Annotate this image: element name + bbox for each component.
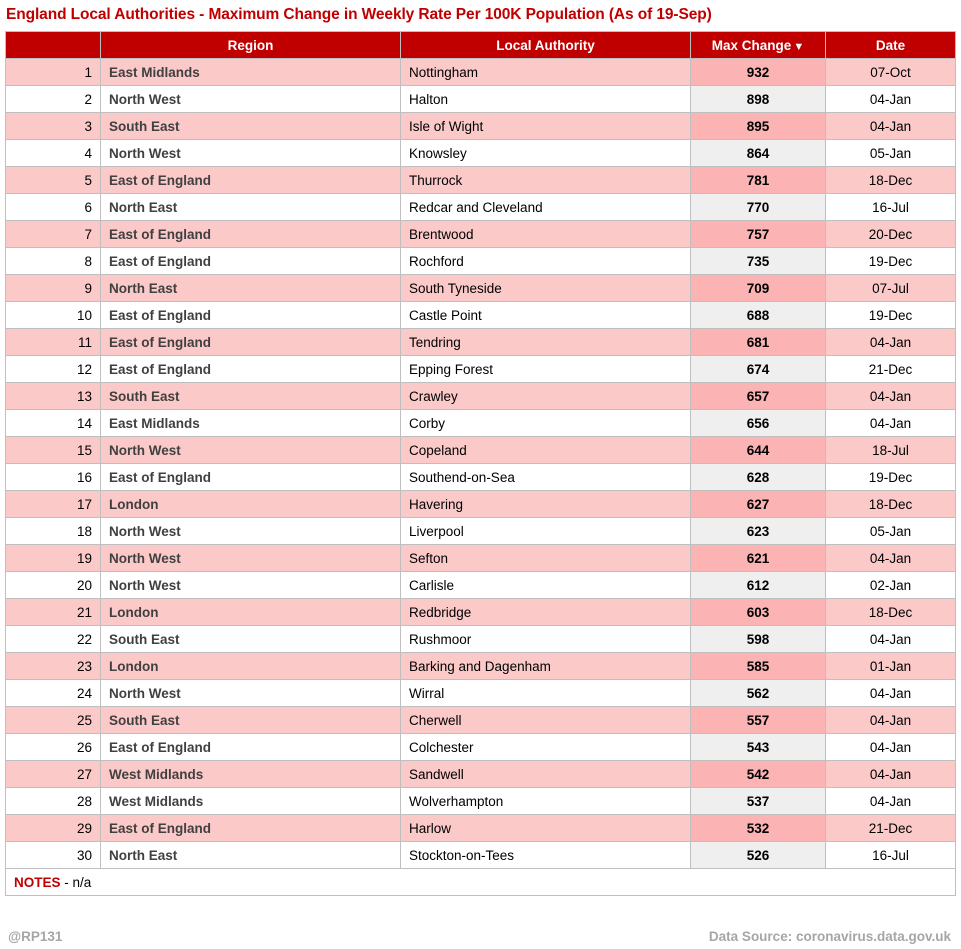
cell-local-authority: Cherwell bbox=[401, 707, 691, 734]
cell-date: 20-Dec bbox=[826, 221, 956, 248]
cell-date: 05-Jan bbox=[826, 518, 956, 545]
cell-rank: 7 bbox=[6, 221, 101, 248]
cell-local-authority: Nottingham bbox=[401, 59, 691, 86]
cell-max-change: 627 bbox=[691, 491, 826, 518]
cell-date: 18-Dec bbox=[826, 599, 956, 626]
table-row bbox=[6, 842, 956, 869]
cell-rank: 5 bbox=[6, 167, 101, 194]
cell-local-authority: Castle Point bbox=[401, 302, 691, 329]
cell-region: North East bbox=[101, 275, 401, 302]
cell-date: 19-Dec bbox=[826, 302, 956, 329]
cell-rank: 10 bbox=[6, 302, 101, 329]
table-row bbox=[6, 734, 956, 761]
cell-local-authority: Havering bbox=[401, 491, 691, 518]
cell-region: East of England bbox=[101, 221, 401, 248]
cell-rank: 22 bbox=[6, 626, 101, 653]
table-row bbox=[6, 356, 956, 383]
cell-max-change: 864 bbox=[691, 140, 826, 167]
cell-region: North West bbox=[101, 680, 401, 707]
cell-max-change: 623 bbox=[691, 518, 826, 545]
cell-max-change: 526 bbox=[691, 842, 826, 869]
cell-date: 04-Jan bbox=[826, 329, 956, 356]
column-header-local-authority[interactable]: Local Authority bbox=[401, 32, 691, 59]
column-header-rank[interactable] bbox=[6, 32, 101, 59]
cell-date: 04-Jan bbox=[826, 113, 956, 140]
cell-region: East Midlands bbox=[101, 59, 401, 86]
notes-label: NOTES bbox=[14, 874, 61, 890]
cell-local-authority: South Tyneside bbox=[401, 275, 691, 302]
cell-local-authority: Redbridge bbox=[401, 599, 691, 626]
cell-max-change: 657 bbox=[691, 383, 826, 410]
cell-date: 04-Jan bbox=[826, 707, 956, 734]
cell-region: North West bbox=[101, 572, 401, 599]
cell-max-change: 770 bbox=[691, 194, 826, 221]
cell-region: London bbox=[101, 653, 401, 680]
table-row bbox=[6, 194, 956, 221]
cell-date: 19-Dec bbox=[826, 464, 956, 491]
table-row bbox=[6, 410, 956, 437]
cell-rank: 8 bbox=[6, 248, 101, 275]
cell-max-change: 656 bbox=[691, 410, 826, 437]
cell-max-change: 603 bbox=[691, 599, 826, 626]
cell-max-change: 932 bbox=[691, 59, 826, 86]
cell-local-authority: Liverpool bbox=[401, 518, 691, 545]
cell-region: South East bbox=[101, 707, 401, 734]
cell-rank: 28 bbox=[6, 788, 101, 815]
cell-max-change: 681 bbox=[691, 329, 826, 356]
column-header-max-change-label: Max Change bbox=[711, 37, 792, 53]
cell-local-authority: Crawley bbox=[401, 383, 691, 410]
cell-max-change: 898 bbox=[691, 86, 826, 113]
cell-date: 04-Jan bbox=[826, 761, 956, 788]
cell-local-authority: Knowsley bbox=[401, 140, 691, 167]
table-row bbox=[6, 167, 956, 194]
cell-max-change: 628 bbox=[691, 464, 826, 491]
cell-date: 16-Jul bbox=[826, 842, 956, 869]
table-row bbox=[6, 788, 956, 815]
cell-local-authority: Harlow bbox=[401, 815, 691, 842]
table-row bbox=[6, 113, 956, 140]
table-row bbox=[6, 815, 956, 842]
cell-date: 04-Jan bbox=[826, 410, 956, 437]
cell-region: West Midlands bbox=[101, 788, 401, 815]
table-row bbox=[6, 626, 956, 653]
column-header-date[interactable]: Date bbox=[826, 32, 956, 59]
cell-rank: 14 bbox=[6, 410, 101, 437]
cell-rank: 2 bbox=[6, 86, 101, 113]
cell-local-authority: Redcar and Cleveland bbox=[401, 194, 691, 221]
table-row bbox=[6, 221, 956, 248]
table-row bbox=[6, 491, 956, 518]
table-row bbox=[6, 545, 956, 572]
table-row bbox=[6, 707, 956, 734]
cell-date: 01-Jan bbox=[826, 653, 956, 680]
cell-local-authority: Isle of Wight bbox=[401, 113, 691, 140]
cell-rank: 27 bbox=[6, 761, 101, 788]
cell-local-authority: Rushmoor bbox=[401, 626, 691, 653]
cell-max-change: 585 bbox=[691, 653, 826, 680]
cell-region: North West bbox=[101, 437, 401, 464]
table-header-row bbox=[6, 32, 956, 59]
cell-date: 19-Dec bbox=[826, 248, 956, 275]
cell-max-change: 562 bbox=[691, 680, 826, 707]
cell-rank: 21 bbox=[6, 599, 101, 626]
cell-region: North West bbox=[101, 545, 401, 572]
table-row bbox=[6, 680, 956, 707]
cell-rank: 30 bbox=[6, 842, 101, 869]
notes-cell bbox=[6, 869, 956, 896]
cell-rank: 25 bbox=[6, 707, 101, 734]
cell-date: 05-Jan bbox=[826, 140, 956, 167]
cell-region: South East bbox=[101, 113, 401, 140]
author-handle: @RP131 bbox=[8, 928, 63, 944]
data-source-label: Data Source: coronavirus.data.gov.uk bbox=[708, 928, 951, 944]
cell-max-change: 781 bbox=[691, 167, 826, 194]
cell-region: East of England bbox=[101, 248, 401, 275]
cell-rank: 11 bbox=[6, 329, 101, 356]
cell-region: East of England bbox=[101, 356, 401, 383]
table-body bbox=[6, 59, 956, 869]
cell-max-change: 542 bbox=[691, 761, 826, 788]
cell-rank: 13 bbox=[6, 383, 101, 410]
cell-rank: 12 bbox=[6, 356, 101, 383]
cell-max-change: 537 bbox=[691, 788, 826, 815]
cell-max-change: 557 bbox=[691, 707, 826, 734]
cell-date: 18-Dec bbox=[826, 491, 956, 518]
cell-date: 07-Jul bbox=[826, 275, 956, 302]
cell-rank: 6 bbox=[6, 194, 101, 221]
cell-rank: 3 bbox=[6, 113, 101, 140]
table-row bbox=[6, 248, 956, 275]
table-row bbox=[6, 599, 956, 626]
cell-rank: 17 bbox=[6, 491, 101, 518]
sort-descending-icon: ▼ bbox=[793, 40, 805, 53]
table-row bbox=[6, 437, 956, 464]
cell-max-change: 621 bbox=[691, 545, 826, 572]
cell-region: East of England bbox=[101, 464, 401, 491]
table-row bbox=[6, 302, 956, 329]
cell-region: South East bbox=[101, 626, 401, 653]
cell-local-authority: Rochford bbox=[401, 248, 691, 275]
cell-date: 04-Jan bbox=[826, 545, 956, 572]
cell-date: 21-Dec bbox=[826, 815, 956, 842]
table-row bbox=[6, 761, 956, 788]
cell-date: 04-Jan bbox=[826, 680, 956, 707]
cell-local-authority: Thurrock bbox=[401, 167, 691, 194]
cell-region: North West bbox=[101, 86, 401, 113]
cell-date: 04-Jan bbox=[826, 86, 956, 113]
cell-local-authority: Tendring bbox=[401, 329, 691, 356]
cell-date: 04-Jan bbox=[826, 788, 956, 815]
cell-rank: 23 bbox=[6, 653, 101, 680]
cell-rank: 20 bbox=[6, 572, 101, 599]
cell-region: North East bbox=[101, 842, 401, 869]
cell-region: London bbox=[101, 491, 401, 518]
cell-region: North East bbox=[101, 194, 401, 221]
table-row bbox=[6, 383, 956, 410]
cell-local-authority: Wolverhampton bbox=[401, 788, 691, 815]
cell-local-authority: Carlisle bbox=[401, 572, 691, 599]
cell-max-change: 735 bbox=[691, 248, 826, 275]
cell-rank: 15 bbox=[6, 437, 101, 464]
cell-local-authority: Epping Forest bbox=[401, 356, 691, 383]
cell-region: South East bbox=[101, 383, 401, 410]
cell-max-change: 895 bbox=[691, 113, 826, 140]
cell-region: North West bbox=[101, 140, 401, 167]
table-row bbox=[6, 59, 956, 86]
footer bbox=[0, 923, 961, 949]
cell-local-authority: Halton bbox=[401, 86, 691, 113]
cell-max-change: 709 bbox=[691, 275, 826, 302]
cell-rank: 9 bbox=[6, 275, 101, 302]
cell-date: 18-Dec bbox=[826, 167, 956, 194]
table-row bbox=[6, 464, 956, 491]
cell-rank: 24 bbox=[6, 680, 101, 707]
table-row bbox=[6, 518, 956, 545]
table-row bbox=[6, 653, 956, 680]
cell-max-change: 598 bbox=[691, 626, 826, 653]
table-header bbox=[6, 32, 956, 59]
cell-local-authority: Colchester bbox=[401, 734, 691, 761]
cell-region: East of England bbox=[101, 815, 401, 842]
cell-max-change: 688 bbox=[691, 302, 826, 329]
cell-region: North West bbox=[101, 518, 401, 545]
cell-date: 04-Jan bbox=[826, 734, 956, 761]
cell-rank: 18 bbox=[6, 518, 101, 545]
page-title: England Local Authorities - Maximum Change in Weekly Rate Per 100K Population (As of 19-Sep) bbox=[6, 6, 712, 23]
cell-rank: 16 bbox=[6, 464, 101, 491]
max-change-table bbox=[5, 31, 956, 896]
column-header-region[interactable]: Region bbox=[101, 32, 401, 59]
notes-text: - n/a bbox=[64, 874, 92, 890]
cell-max-change: 644 bbox=[691, 437, 826, 464]
cell-local-authority: Barking and Dagenham bbox=[401, 653, 691, 680]
cell-region: East of England bbox=[101, 329, 401, 356]
cell-max-change: 543 bbox=[691, 734, 826, 761]
cell-date: 04-Jan bbox=[826, 626, 956, 653]
cell-local-authority: Southend-on-Sea bbox=[401, 464, 691, 491]
cell-max-change: 532 bbox=[691, 815, 826, 842]
cell-local-authority: Wirral bbox=[401, 680, 691, 707]
cell-date: 04-Jan bbox=[826, 383, 956, 410]
cell-max-change: 674 bbox=[691, 356, 826, 383]
table-row bbox=[6, 329, 956, 356]
cell-max-change: 757 bbox=[691, 221, 826, 248]
cell-region: London bbox=[101, 599, 401, 626]
table-row bbox=[6, 140, 956, 167]
cell-region: East of England bbox=[101, 167, 401, 194]
cell-local-authority: Sandwell bbox=[401, 761, 691, 788]
cell-region: West Midlands bbox=[101, 761, 401, 788]
cell-rank: 19 bbox=[6, 545, 101, 572]
cell-rank: 4 bbox=[6, 140, 101, 167]
cell-local-authority: Brentwood bbox=[401, 221, 691, 248]
cell-local-authority: Sefton bbox=[401, 545, 691, 572]
cell-local-authority: Copeland bbox=[401, 437, 691, 464]
table-footer bbox=[6, 869, 956, 896]
cell-max-change: 612 bbox=[691, 572, 826, 599]
column-header-max-change[interactable] bbox=[691, 32, 826, 59]
table-row bbox=[6, 86, 956, 113]
cell-date: 02-Jan bbox=[826, 572, 956, 599]
table-row bbox=[6, 275, 956, 302]
cell-rank: 1 bbox=[6, 59, 101, 86]
notes-row bbox=[6, 869, 956, 896]
cell-date: 18-Jul bbox=[826, 437, 956, 464]
cell-rank: 26 bbox=[6, 734, 101, 761]
cell-region: East of England bbox=[101, 302, 401, 329]
table-row bbox=[6, 572, 956, 599]
cell-local-authority: Corby bbox=[401, 410, 691, 437]
cell-region: East of England bbox=[101, 734, 401, 761]
cell-region: East Midlands bbox=[101, 410, 401, 437]
cell-date: 21-Dec bbox=[826, 356, 956, 383]
cell-rank: 29 bbox=[6, 815, 101, 842]
cell-date: 07-Oct bbox=[826, 59, 956, 86]
cell-date: 16-Jul bbox=[826, 194, 956, 221]
cell-local-authority: Stockton-on-Tees bbox=[401, 842, 691, 869]
